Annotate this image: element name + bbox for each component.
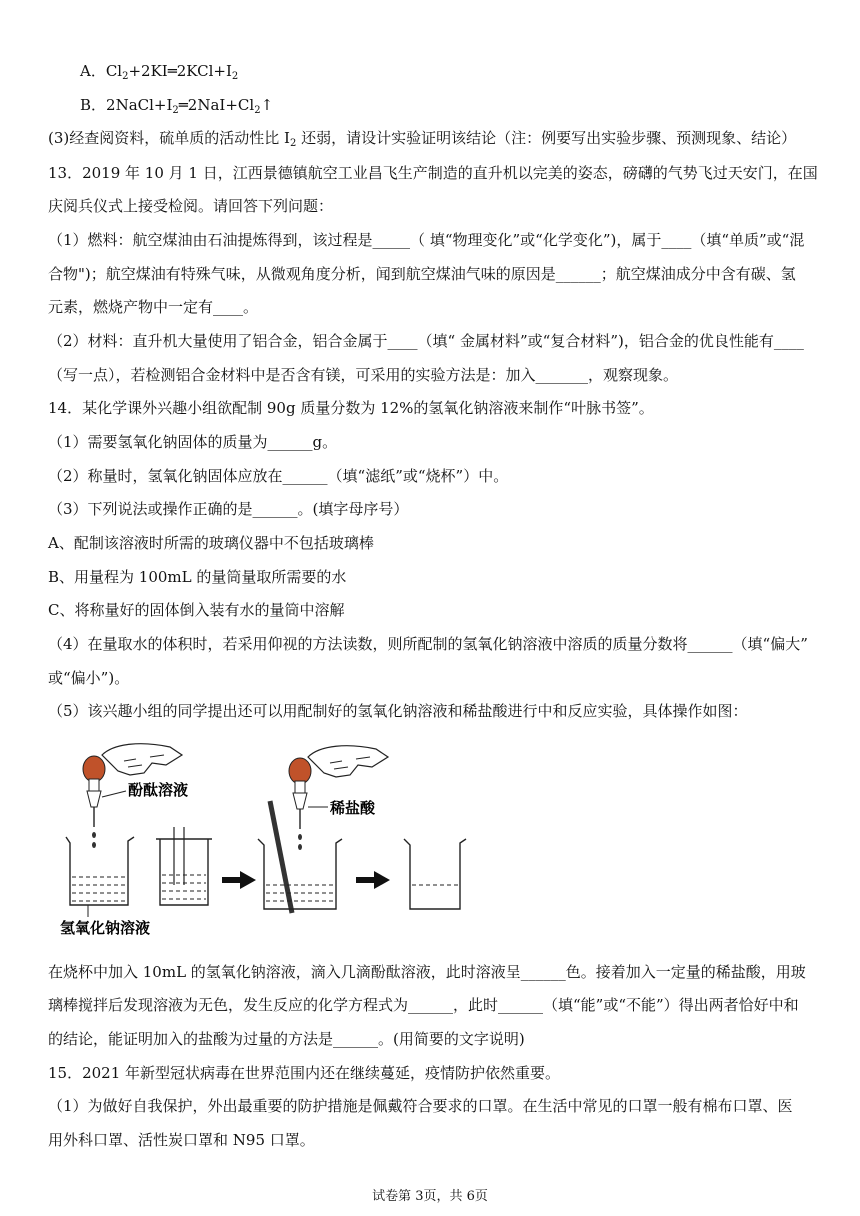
beaker-3 bbox=[404, 839, 466, 909]
q14-choice-c: C、将称量好的固体倒入装有水的量筒中溶解 bbox=[48, 601, 345, 619]
q14-part5-line3: 的结论，能证明加入的盐酸为过量的方法是______。(用简要的文字说明) bbox=[48, 1030, 525, 1048]
q14-part4-line1: （4）在量取水的体积时，若采用仰视的方法读数，则所配制的氢氧化钠溶液中溶质的质量分数将______（填“偏大” bbox=[48, 635, 808, 653]
q15-stem: 15．2021 年新型冠状病毒在世界范围内还在继续蔓延，疫情防护依然重要。 bbox=[48, 1064, 561, 1082]
reagent-bottle bbox=[156, 827, 212, 905]
q13-stem-line2: 庆阅兵仪式上接受检阅。请回答下列问题： bbox=[48, 197, 334, 215]
q15-part1-line2: 用外科口罩、活性炭口罩和 N95 口罩。 bbox=[48, 1131, 315, 1149]
q14-part5-line1: 在烧杯中加入 10mL 的氢氧化钠溶液，滴入几滴酚酞溶液，此时溶液呈______色。接着加入一定量的稀盐酸，用玻 bbox=[48, 963, 806, 981]
q13-part1-line3: 元素，燃烧产物中一定有____。 bbox=[48, 298, 259, 316]
q13-part2-line2: （写一点），若检测铝合金材料中是否含有镁，可采用的实验方法是：加入_______，观察现象。 bbox=[48, 366, 679, 384]
q14-part5: （5）该兴趣小组的同学提出还可以用配制好的氢氧化钠溶液和稀盐酸进行中和反应实验，具体操作如图： bbox=[48, 702, 748, 720]
q14-part1: （1）需要氢氧化钠固体的质量为______g。 bbox=[48, 433, 338, 451]
q12-part3: (3)经查阅资料，硫单质的活动性比 $I_2$ 还弱，请设计实验证明该结论（注：例要写出实验步骤、预测现象、结论） bbox=[48, 129, 797, 149]
option-a: A．$Cl_2+2KI═2KCl+I_2$ bbox=[80, 62, 239, 82]
label-naoh: 氢氧化钠溶液 bbox=[60, 919, 151, 937]
label-phenolphthalein: 酚酞溶液 bbox=[128, 781, 189, 799]
q14-choice-b: B、用量程为 100mL 的量筒量取所需要的水 bbox=[48, 568, 347, 586]
label-hcl: 稀盐酸 bbox=[330, 799, 376, 817]
q14-choice-a: A、配制该溶液时所需的玻璃仪器中不包括玻璃棒 bbox=[48, 534, 374, 552]
arrow-2-icon bbox=[356, 871, 390, 889]
experiment-figure bbox=[52, 735, 482, 945]
q14-part5-line2: 璃棒搅拌后发现溶液为无色，发生反应的化学方程式为______，此时______（填“能”或“不能”）得出两者恰好中和 bbox=[48, 996, 799, 1014]
leader-line-1 bbox=[102, 791, 126, 797]
glass-rod bbox=[270, 801, 292, 913]
q13-part2-line1: （2）材料：直升机大量使用了铝合金，铝合金属于____（填“ 金属材料”或“复合材料”)，铝合金的优良性能有____ bbox=[48, 332, 804, 350]
q15-part1-line1: （1）为做好自我保护，外出最重要的防护措施是佩戴符合要求的口罩。在生活中常见的口罩一般有棉布口罩、医 bbox=[48, 1097, 793, 1115]
q14-part2: （2）称量时，氢氧化钠固体应放在______（填“滤纸”或“烧杯”）中。 bbox=[48, 467, 509, 485]
page-footer: 试卷第 3页，共 6页 bbox=[372, 1189, 488, 1204]
option-b: B．$2NaCl+I_2═2NaI+Cl_2↑$ bbox=[80, 96, 274, 116]
q14-part4-line2: 或“偏小”)。 bbox=[48, 669, 130, 687]
beaker-1 bbox=[66, 837, 134, 905]
hand-dropper-2 bbox=[289, 746, 388, 850]
q14-part3: （3）下列说法或操作正确的是______。(填字母序号） bbox=[48, 500, 409, 518]
q13-part1-line1: （1）燃料：航空煤油由石油提炼得到，该过程是_____（ 填“物理变化”或“化学变化”)，属于____（填“单质”或“混 bbox=[48, 231, 805, 249]
arrow-1-icon bbox=[222, 871, 256, 889]
q13-part1-line2: 合物")；航空煤油有特殊气味，从微观角度分析，闻到航空煤油气味的原因是______；航空煤油成分中含有碳、氢 bbox=[48, 265, 796, 283]
q13-stem-line1: 13．2019 年 10 月 1 日，江西景德镇航空工业昌飞生产制造的直升机以完美的姿态，磅礴的气势飞过天安门，在国 bbox=[48, 164, 818, 182]
q14-stem: 14．某化学课外兴趣小组欲配制 90g 质量分数为 12%的氢氧化钠溶液来制作“叶脉书签”。 bbox=[48, 399, 654, 417]
